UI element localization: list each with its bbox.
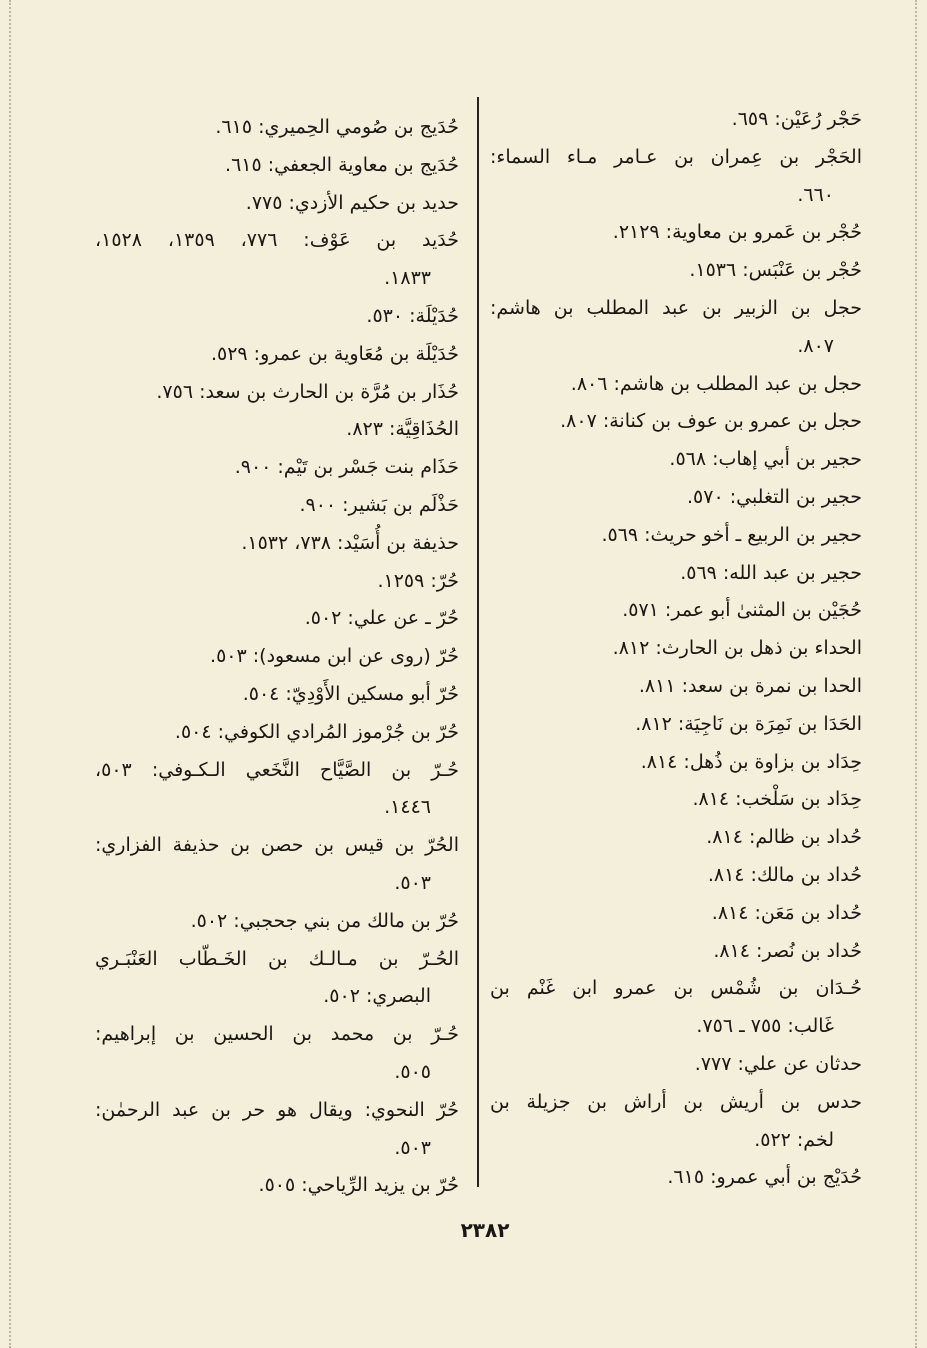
entry-line: حدس بن أريش بن أراش بن جزيلة بن: [490, 1090, 862, 1113]
entry-line: حجل بن الزبير بن عبد المطلب بن هاشم:: [490, 296, 862, 319]
index-column-right: [490, 101, 862, 1197]
index-entry: [95, 222, 459, 298]
entry-line: الحدا بن نمرة بن سعد: ٨١١.: [638, 674, 862, 697]
page-number: ٢٣٨٢: [460, 1218, 510, 1242]
index-entry: [95, 449, 459, 487]
index-entry: [95, 147, 459, 185]
index-entry: [490, 1084, 862, 1160]
index-entry: [490, 668, 862, 706]
entry-line: حَذْلَم بن بَشير: ٩٠٠.: [299, 493, 459, 516]
index-entry: [490, 1159, 862, 1197]
margin-dots-right: [915, 0, 917, 1348]
index-entry: [95, 298, 459, 336]
index-entry: [490, 479, 862, 517]
entry-continuation-line: غَالب: ٧٥٥ ـ ٧٥٦.: [696, 1015, 834, 1038]
index-entry: [95, 941, 459, 1017]
index-entry: [490, 517, 862, 555]
index-entry: [95, 336, 459, 374]
entry-line: حُداد بن مَعَن: ٨١٤.: [711, 901, 862, 924]
entry-line: حُداد بن ظالم: ٨١٤.: [706, 826, 862, 849]
index-entry: [95, 563, 459, 601]
entry-line: حَذَام بنت جَسْر بن تَيْم: ٩٠٠.: [234, 456, 459, 479]
entry-line: حُرّ (روى عن ابن مسعود): ٥٠٣.: [210, 645, 459, 668]
entry-line: حُرّ ـ عن علي: ٥٠٢.: [304, 607, 459, 630]
entry-line: حُجْر بن عَنْبَس: ١٥٣٦.: [689, 259, 862, 282]
entry-line: حُـرّ بن محمد بن الحسين بن إبراهيم:: [95, 1023, 459, 1046]
index-entry: [490, 592, 862, 630]
index-entry: [95, 1167, 459, 1205]
index-entry: [95, 185, 459, 223]
entry-line: حُرّ بن جُرْموز المُرادي الكوفي: ٥٠٤.: [174, 720, 459, 743]
index-entry: [95, 714, 459, 752]
entry-line: حُجْر بن عَمرو بن معاوية: ٢١٢٩.: [612, 221, 862, 244]
index-entry: [95, 525, 459, 563]
entry-continuation-line: ٥٠٣.: [394, 1136, 431, 1159]
entry-line: الحَجْر بن عِمران بن عـامر مـاء السماء:: [490, 145, 862, 168]
entry-line: حدثان عن علي: ٧٧٧.: [694, 1052, 862, 1075]
index-entry: [490, 139, 862, 215]
index-entry: [95, 827, 459, 903]
entry-line: الحُرّ بن قيس بن حصن بن حذيفة الفزاري:: [95, 834, 459, 857]
entry-line: حُذَار بن مُرَّة بن الحارث بن سعد: ٧٥٦.: [156, 380, 459, 403]
entry-line: حديد بن حكيم الأزدي: ٧٧٥.: [245, 191, 459, 214]
entry-continuation-line: ٦٦٠.: [797, 183, 834, 206]
index-entry: [490, 706, 862, 744]
entry-continuation-line: ٥٠٣.: [394, 871, 431, 894]
index-entry: [490, 290, 862, 366]
index-entry: [95, 374, 459, 412]
index-entry: [490, 214, 862, 252]
margin-dots-left: [9, 0, 11, 1348]
entry-line: حُرّ النحوي: ويقال هو حر بن عبد الرحمٰن:: [95, 1098, 459, 1121]
index-column-left: [95, 109, 459, 1205]
index-entry: [95, 487, 459, 525]
entry-line: حجير بن التغلبي: ٥٧٠.: [687, 485, 862, 508]
entry-line: حجل بن عبد المطلب بن هاشم: ٨٠٦.: [570, 372, 862, 395]
entry-continuation-line: لخم: ٥٢٢.: [754, 1128, 834, 1151]
index-entry: [490, 819, 862, 857]
entry-continuation-line: ١٤٤٦.: [384, 796, 431, 819]
entry-continuation-line: ٨٠٧.: [797, 334, 834, 357]
index-entry: [95, 109, 459, 147]
index-entry: [490, 101, 862, 139]
entry-line: حُدَيج بن معاوية الجعفي: ٦١٥.: [225, 153, 459, 176]
entry-line: حجير بن عبد الله: ٥٦٩.: [680, 561, 862, 584]
index-entry: [490, 895, 862, 933]
index-entry: [490, 403, 862, 441]
index-entry: [95, 903, 459, 941]
entry-line: حُدَيْج بن أبي عمرو: ٦١٥.: [667, 1166, 862, 1189]
index-entry: [490, 366, 862, 404]
entry-line: حُدَيد بن عَوْف: ٧٧٦، ١٣٥٩، ١٥٢٨،: [95, 229, 459, 252]
index-entry: [95, 1092, 459, 1168]
entry-line: حُجَيْن بن المثنىٰ أبو عمر: ٥٧١.: [622, 599, 862, 622]
entry-line: حُرّ: ١٢٥٩.: [377, 569, 459, 592]
entry-continuation-line: ٥٠٥.: [394, 1060, 431, 1083]
index-entry: [490, 933, 862, 971]
entry-line: حجير بن أبي إهاب: ٥٦٨.: [669, 448, 862, 471]
index-entry: [95, 638, 459, 676]
index-entry: [95, 600, 459, 638]
entry-line: حُرّ بن يزيد الرِّياحي: ٥٠٥.: [258, 1174, 459, 1197]
index-entry: [490, 744, 862, 782]
entry-line: حِدَاد بن سَلْخب: ٨١٤.: [692, 788, 862, 811]
index-entry: [95, 411, 459, 449]
entry-line: حَجْر رُعَيْن: ٦٥٩.: [731, 108, 862, 130]
index-entry: [490, 970, 862, 1046]
entry-line: حُرّ أبو مسكين الأَوْدِيّ: ٥٠٤.: [242, 682, 459, 705]
entry-line: حذيفة بن أُسَيْد: ٧٣٨، ١٥٣٢.: [241, 531, 459, 554]
entry-line: حجل بن عمرو بن عوف بن كنانة: ٨٠٧.: [560, 410, 862, 433]
entry-line: الحَدَا بن نَمِرَة بن نَاجِيَة: ٨١٢.: [635, 712, 862, 735]
entry-line: حُـدَان بن شُمْس بن عمرو ابن غَنْم بن: [490, 977, 862, 1000]
index-entry: [490, 441, 862, 479]
entry-continuation-line: ١٨٣٣.: [384, 267, 431, 290]
entry-line: حُدَيْلَة بن مُعَاوية بن عمرو: ٥٢٩.: [210, 342, 459, 365]
index-entry: [490, 555, 862, 593]
entry-continuation-line: البصري: ٥٠٢.: [323, 985, 431, 1008]
entry-line: حُداد بن مالك: ٨١٤.: [707, 863, 862, 886]
column-divider: [477, 97, 479, 1187]
index-entry: [490, 1046, 862, 1084]
index-entry: [490, 781, 862, 819]
entry-line: حجير بن الربيع ـ أخو حريث: ٥٦٩.: [601, 523, 862, 546]
index-entry: [95, 1016, 459, 1092]
entry-line: حِدَاد بن بزاوة بن ذُهل: ٨١٤.: [640, 750, 862, 773]
entry-line: حُـرّ بن الصَّيَّاح النَّخَعي الـكـوفي: ٥٠٣،: [95, 758, 459, 781]
entry-line: الحداء بن ذهل بن الحارث: ٨١٢.: [612, 637, 862, 660]
entry-line: حُدَيج بن صُومي الحِميري: ٦١٥.: [215, 116, 459, 138]
index-entry: [95, 752, 459, 828]
index-entry: [95, 676, 459, 714]
entry-line: حُرّ بن مالك من بني جحجبي: ٥٠٢.: [190, 909, 459, 932]
entry-line: حُدَيْلَة: ٥٣٠.: [366, 304, 459, 327]
entry-line: الحُذَاقِيَّة: ٨٢٣.: [346, 418, 459, 441]
entry-line: حُداد بن نُصر: ٨١٤.: [713, 939, 862, 962]
index-entry: [490, 857, 862, 895]
index-entry: [490, 630, 862, 668]
entry-line: الحُـرّ بن مـالـك بن الخَـطّاب العَنْبَـري: [95, 947, 459, 970]
index-entry: [490, 252, 862, 290]
